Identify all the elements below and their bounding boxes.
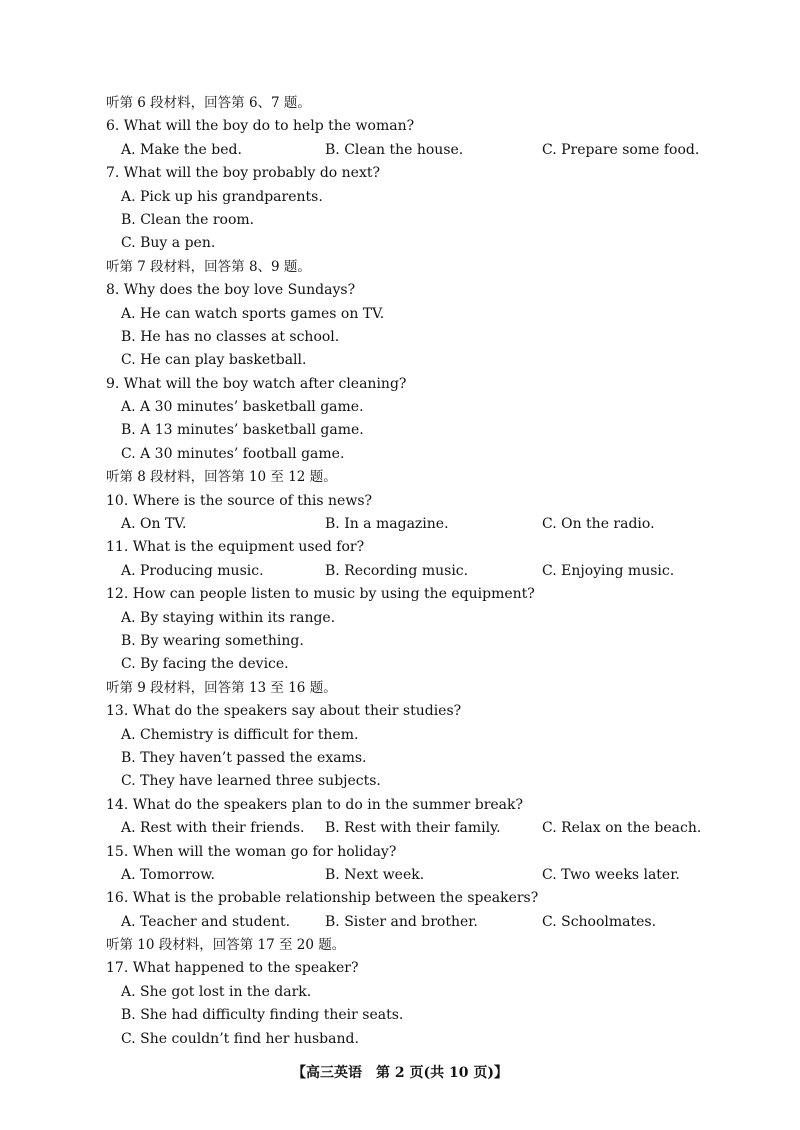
option-14c: C. Relax on the beach.: [542, 820, 702, 837]
question-list: [0, 92, 800, 1051]
options-row-16: [0, 911, 800, 934]
section-heading-10: 听第 10 段材料，回答第 17 至 20 题。: [106, 937, 346, 954]
option-16c: C. Schoolmates.: [542, 913, 657, 930]
options-row-11: [0, 560, 800, 583]
option-15b: B. Next week.: [325, 866, 425, 883]
option-12b: B. By wearing something.: [121, 632, 304, 649]
option-10c: C. On the radio.: [542, 516, 655, 533]
option-14b: B. Rest with their family.: [325, 820, 501, 837]
option-13c: C. They have learned three subjects.: [121, 773, 381, 790]
question-16: 16. What is the probable relationship between the speakers?: [106, 890, 539, 907]
page-footer: 【高三英语 第 2 页(共 10 页)】: [292, 1065, 508, 1081]
option-6b: B. Clean the house.: [325, 141, 464, 158]
option-6c: C. Prepare some food.: [542, 141, 700, 158]
question-8: 8. Why does the boy love Sundays?: [106, 282, 356, 299]
question-6: 6. What will the boy do to help the woman?: [106, 118, 415, 135]
options-row-6: [0, 139, 800, 162]
question-13: 13. What do the speakers say about their studies?: [106, 703, 462, 720]
options-row-10: [0, 513, 800, 536]
question-14: 14. What do the speakers plan to do in the summer break?: [106, 796, 524, 813]
question-10: 10. Where is the source of this news?: [106, 492, 373, 509]
question-7: 7. What will the boy probably do next?: [106, 165, 380, 182]
option-7b: B. Clean the room.: [121, 211, 255, 228]
option-11c: C. Enjoying music.: [542, 562, 675, 579]
question-9: 9. What will the boy watch after cleaning?: [106, 375, 407, 392]
option-15c: C. Two weeks later.: [542, 866, 680, 883]
option-15a: A. Tomorrow.: [121, 866, 215, 883]
option-17b: B. She had difficulty finding their seats.: [121, 1007, 404, 1024]
option-11b: B. Recording music.: [325, 562, 469, 579]
section-heading-7: 听第 7 段材料，回答第 8、9 题。: [106, 258, 311, 275]
option-11a: A. Producing music.: [121, 562, 264, 579]
option-8a: A. He can watch sports games on TV.: [121, 305, 385, 322]
option-7a: A. Pick up his grandparents.: [121, 188, 323, 205]
option-9b: B. A 13 minutes’ basketball game.: [121, 422, 364, 439]
question-11: 11. What is the equipment used for?: [106, 539, 365, 556]
option-16b: B. Sister and brother.: [325, 913, 478, 930]
option-12c: C. By facing the device.: [121, 656, 289, 673]
options-row-14: [0, 817, 800, 840]
section-heading-6: 听第 6 段材料，回答第 6、7 题。: [106, 95, 311, 111]
option-9c: C. A 30 minutes’ football game.: [121, 445, 345, 462]
question-12: 12. How can people listen to music by using the equipment?: [106, 586, 535, 603]
option-17a: A. She got lost in the dark.: [121, 983, 312, 1000]
option-7c: C. Buy a pen.: [121, 235, 216, 252]
options-row-15: [0, 864, 800, 887]
question-15: 15. When will the woman go for holiday?: [106, 843, 397, 860]
option-10b: B. In a magazine.: [325, 516, 449, 533]
option-10a: A. On TV.: [121, 516, 187, 533]
option-8c: C. He can play basketball.: [121, 352, 307, 369]
option-6a: A. Make the bed.: [121, 141, 242, 158]
option-17c: C. She couldn’t find her husband.: [121, 1030, 359, 1047]
option-9a: A. A 30 minutes’ basketball game.: [121, 399, 364, 416]
option-8b: B. He has no classes at school.: [121, 328, 340, 345]
option-14a: A. Rest with their friends.: [121, 820, 305, 837]
question-17: 17. What happened to the speaker?: [106, 960, 359, 977]
option-13a: A. Chemistry is difficult for them.: [121, 726, 359, 743]
section-heading-9: 听第 9 段材料，回答第 13 至 16 题。: [106, 679, 337, 696]
option-12a: A. By staying within its range.: [121, 609, 336, 626]
option-16a: A. Teacher and student.: [121, 913, 291, 930]
option-13b: B. They haven’t passed the exams.: [121, 749, 367, 766]
section-heading-8: 听第 8 段材料，回答第 10 至 12 题。: [106, 469, 337, 486]
